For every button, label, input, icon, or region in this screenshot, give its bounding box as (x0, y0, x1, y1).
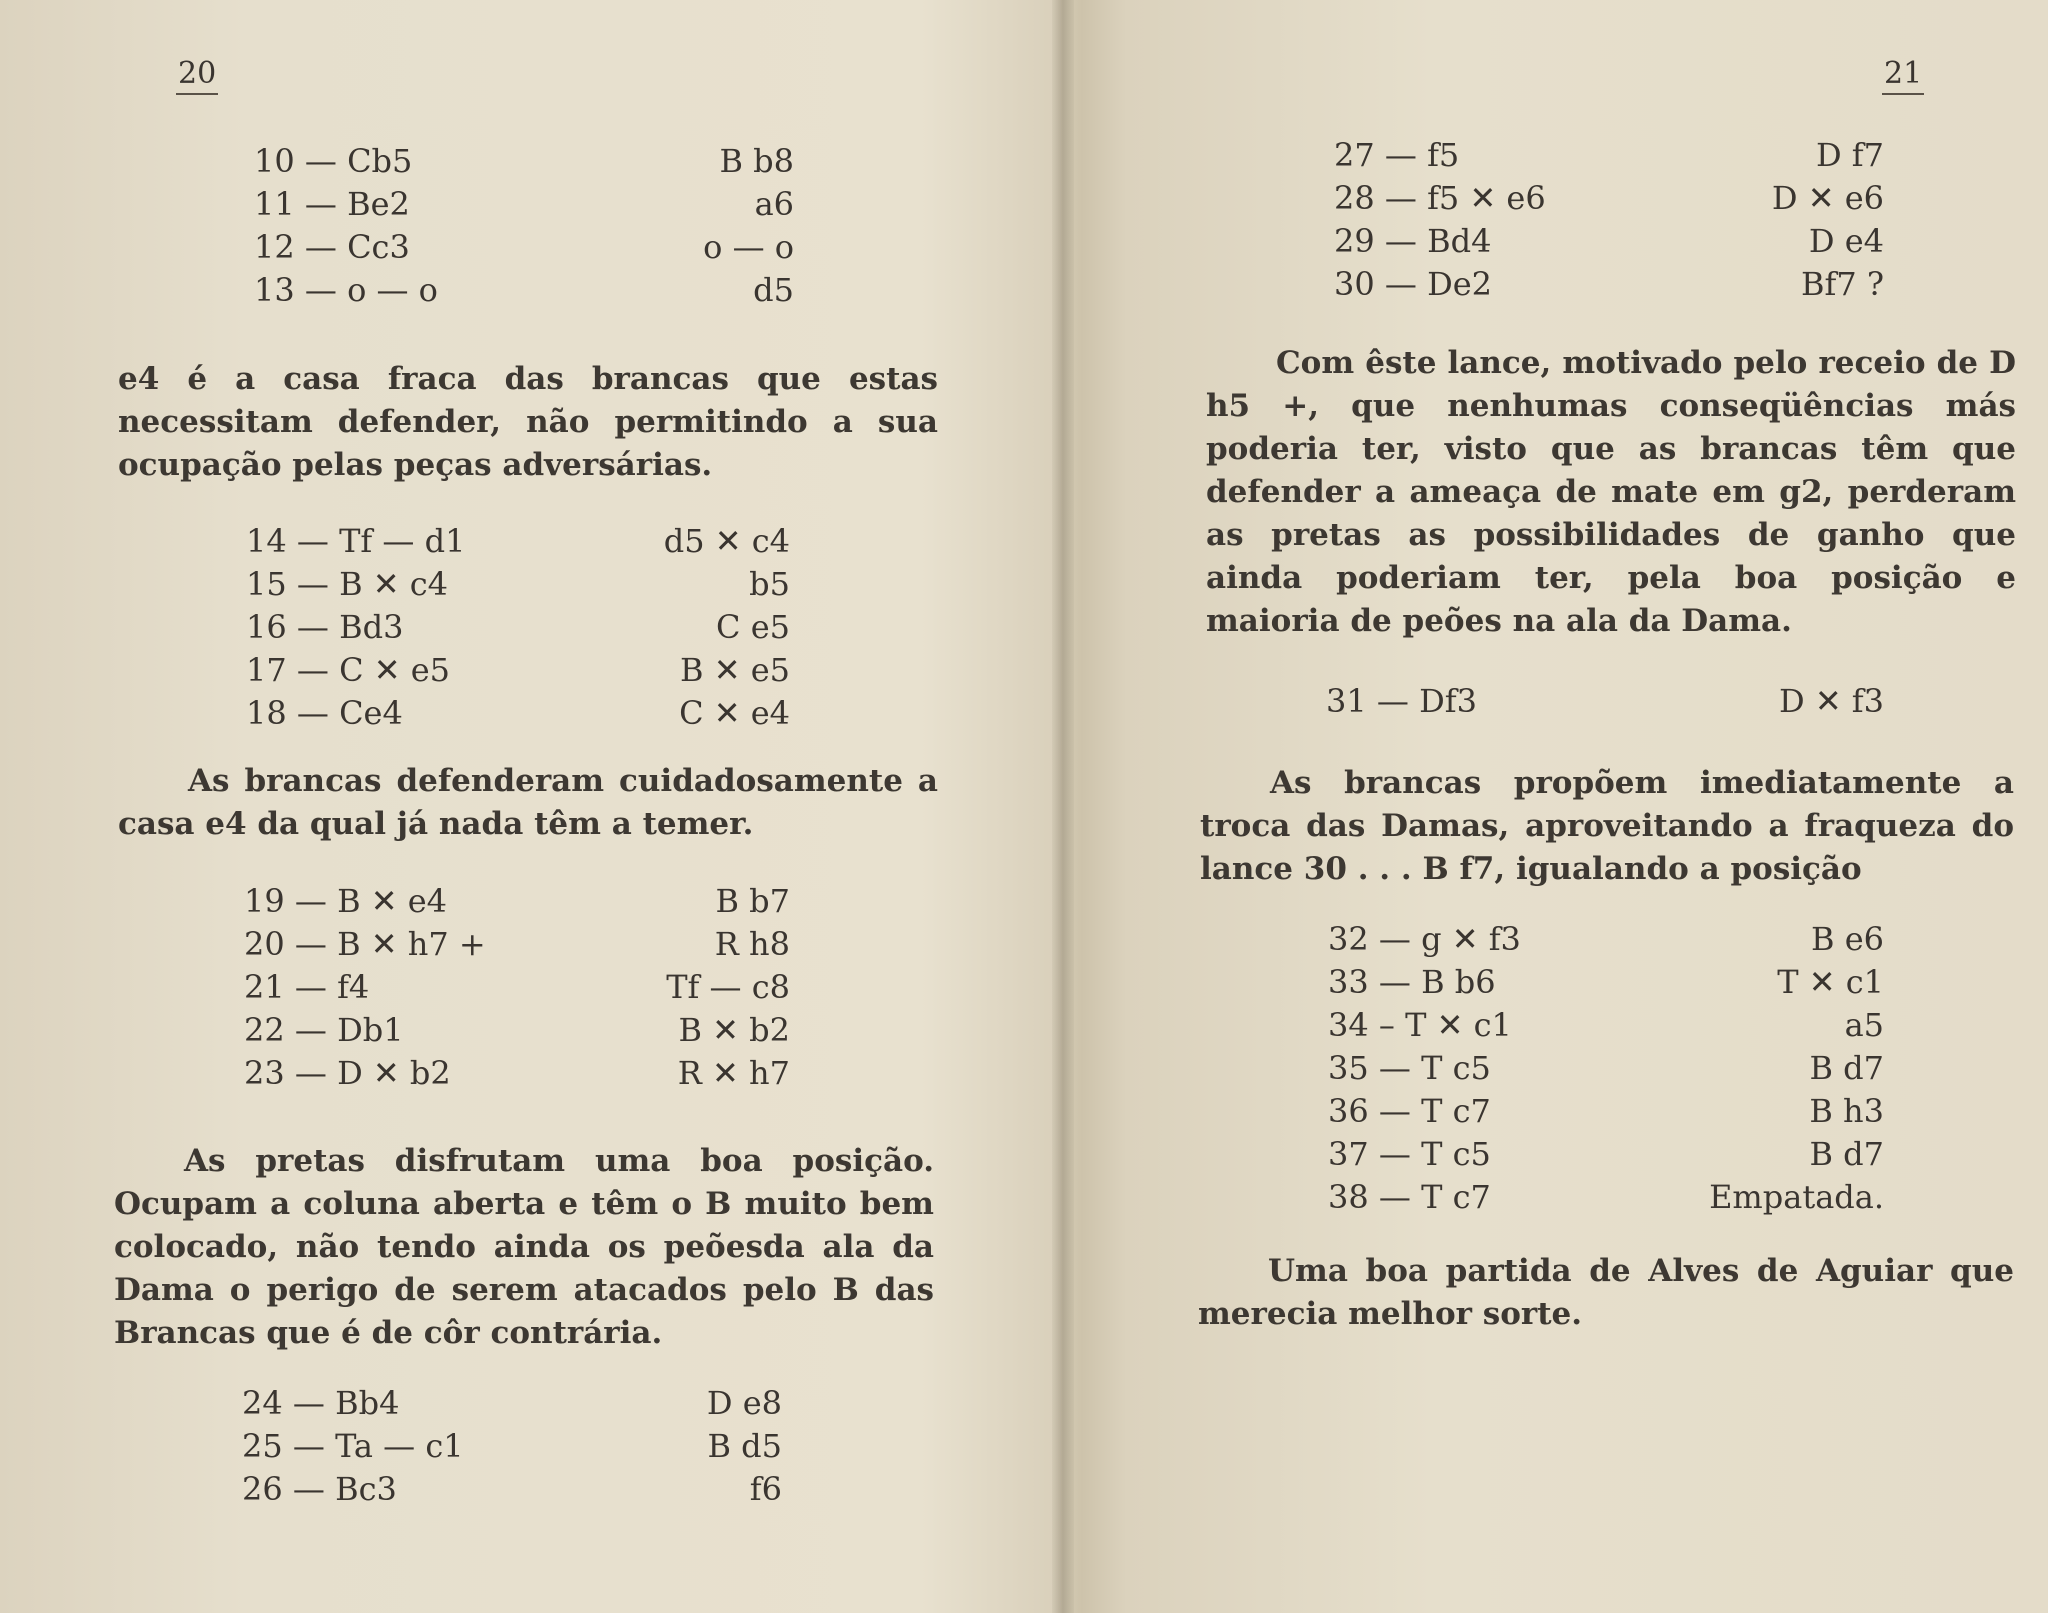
black-move: T ✕ c1 (1777, 963, 1884, 1001)
white-move: 30 — De2 (1334, 265, 1493, 303)
page-number: 21 (1882, 56, 1924, 95)
white-move: 16 — Bd3 (246, 608, 404, 646)
white-move: 33 — B b6 (1328, 963, 1496, 1001)
black-move: Tf — c8 (666, 968, 790, 1006)
move-row (242, 1382, 782, 1425)
white-move: 15 — B ✕ c4 (246, 565, 449, 603)
white-move: 20 — B ✕ h7 + (244, 925, 486, 963)
commentary-paragraph: As brancas propõem imediatamente a troca das Damas, aproveitando a fraqueza do lance 30 . . . B f7, igualando a posição (1200, 765, 2014, 887)
black-move: B h3 (1809, 1092, 1884, 1130)
move-list (242, 1382, 782, 1511)
move-row (254, 269, 794, 312)
move-list (1326, 680, 1884, 723)
move-row (1328, 1176, 1884, 1219)
move-list (254, 140, 794, 312)
commentary-paragraph: Com êste lance, motivado pelo receio de D h5 +, que nenhumas conseqüências más poderia ter, visto que as brancas têm que defender a ameaça de mate em g2, perderam as pretas as possibilidades de ganho que ainda poderiam ter, pela boa posição e maioria de peões na ala da Dama. (1206, 345, 2016, 639)
move-list (1328, 918, 1884, 1219)
white-move: 26 — Bc3 (242, 1470, 397, 1508)
black-move: Empatada. (1709, 1178, 1884, 1216)
white-move: 11 — Be2 (254, 185, 410, 223)
white-move: 36 — T c7 (1328, 1092, 1491, 1130)
right-page (1072, 0, 2048, 1613)
move-row (244, 966, 790, 1009)
move-row (244, 1052, 790, 1095)
black-move: C ✕ e4 (679, 694, 790, 732)
move-list (1334, 134, 1884, 306)
move-row (254, 183, 794, 226)
move-row (246, 692, 790, 735)
white-move: 32 — g ✕ f3 (1328, 920, 1521, 958)
move-row (1328, 1004, 1884, 1047)
move-row (242, 1468, 782, 1511)
move-row (254, 226, 794, 269)
white-move: 35 — T c5 (1328, 1049, 1491, 1087)
white-move: 22 — Db1 (244, 1011, 404, 1049)
black-move: d5 ✕ c4 (663, 522, 790, 560)
move-row (1334, 177, 1884, 220)
white-move: 34 – T ✕ c1 (1328, 1006, 1512, 1044)
black-move: B b7 (715, 882, 790, 920)
black-move: C e5 (716, 608, 790, 646)
white-move: 12 — Cc3 (254, 228, 410, 266)
move-row (246, 649, 790, 692)
move-row (1334, 263, 1884, 306)
black-move: D ✕ f3 (1778, 682, 1884, 720)
white-move: 31 — Df3 (1326, 682, 1477, 720)
white-move: 29 — Bd4 (1334, 222, 1492, 260)
white-move: 21 — f4 (244, 968, 370, 1006)
move-row (244, 880, 790, 923)
black-move: D f7 (1815, 136, 1884, 174)
move-list (244, 880, 790, 1095)
black-move: B ✕ e5 (680, 651, 790, 689)
white-move: 28 — f5 ✕ e6 (1334, 179, 1546, 217)
move-row (254, 140, 794, 183)
page-number: 20 (176, 56, 218, 95)
move-row (1328, 1090, 1884, 1133)
black-move: B d7 (1809, 1049, 1884, 1087)
move-row (1334, 220, 1884, 263)
commentary-paragraph: As pretas disfrutam uma boa posição. Ocupam a coluna aberta e têm o B muito bem colocado, não tendo ainda os peõesda ala da Dama o perigo de serem atacados pelo B das Brancas que é de côr contrária. (114, 1143, 934, 1351)
white-move: 37 — T c5 (1328, 1135, 1491, 1173)
white-move: 23 — D ✕ b2 (244, 1054, 451, 1092)
move-row (1328, 918, 1884, 961)
black-move: B b8 (719, 142, 794, 180)
black-move: B d7 (1809, 1135, 1884, 1173)
move-list (246, 520, 790, 735)
black-move: B d5 (707, 1427, 782, 1465)
move-row (244, 923, 790, 966)
move-row (1334, 134, 1884, 177)
move-row (244, 1009, 790, 1052)
commentary-paragraph: Uma boa partida de Alves de Aguiar que merecia melhor sorte. (1198, 1253, 2014, 1332)
black-move: D ✕ e6 (1771, 179, 1884, 217)
move-row (246, 563, 790, 606)
move-row (1328, 961, 1884, 1004)
commentary-paragraph: As brancas defenderam cuidadosamente a casa e4 da qual já nada têm a temer. (118, 763, 938, 842)
black-move: B e6 (1811, 920, 1884, 958)
black-move: b5 (749, 565, 790, 603)
white-move: 13 — o — o (254, 271, 438, 309)
white-move: 14 — Tf — d1 (246, 522, 466, 560)
black-move: D e8 (706, 1384, 782, 1422)
white-move: 18 — Ce4 (246, 694, 403, 732)
black-move: o — o (703, 228, 794, 266)
black-move: d5 (753, 271, 794, 309)
black-move: R h8 (714, 925, 790, 963)
white-move: 24 — Bb4 (242, 1384, 400, 1422)
black-move: D e4 (1808, 222, 1884, 260)
white-move: 17 — C ✕ e5 (246, 651, 450, 689)
move-row (246, 606, 790, 649)
black-move: Bf7 ? (1800, 265, 1884, 303)
move-row (1326, 680, 1884, 723)
move-row (1328, 1133, 1884, 1176)
white-move: 19 — B ✕ e4 (244, 882, 448, 920)
white-move: 27 — f5 (1334, 136, 1460, 174)
move-row (242, 1425, 782, 1468)
black-move: B ✕ b2 (678, 1011, 790, 1049)
white-move: 10 — Cb5 (254, 142, 413, 180)
black-move: R ✕ h7 (677, 1054, 790, 1092)
black-move: a5 (1844, 1006, 1884, 1044)
move-row (246, 520, 790, 563)
white-move: 25 — Ta — c1 (242, 1427, 464, 1465)
white-move: 38 — T c7 (1328, 1178, 1491, 1216)
black-move: f6 (749, 1470, 782, 1508)
move-row (1328, 1047, 1884, 1090)
black-move: a6 (754, 185, 794, 223)
commentary-paragraph: e4 é a casa fraca das brancas que estas necessitam defender, não permitindo a sua ocupação pelas peças adversárias. (118, 361, 938, 483)
